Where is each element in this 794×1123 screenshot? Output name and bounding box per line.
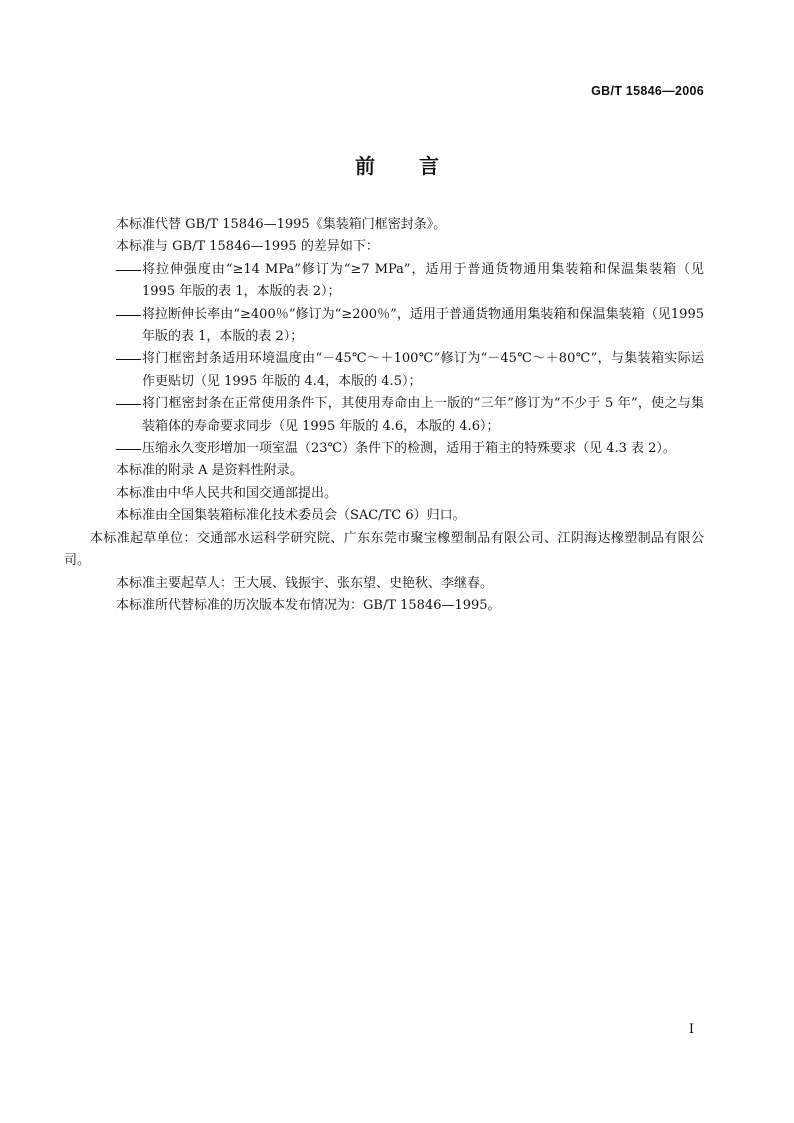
paragraph-proposed-by: 本标准由中华人民共和国交通部提出。 xyxy=(116,485,338,501)
paragraph-replaces: 本标准代替 GB/T 15846—1995《集装箱门框密封条》。 xyxy=(116,217,447,232)
difference-item-text: 将门框密封条适用环境温度由“－45℃～＋100℃”修订为“－45℃～＋80℃”，与集装箱实际运作更贴切（见 1995 年版的 4.4，本版的 4.5）； xyxy=(142,351,704,389)
standard-number: GB/T 15846—2006 xyxy=(591,84,704,98)
difference-item xyxy=(90,438,704,460)
page-number: I xyxy=(688,1022,694,1037)
paragraph-history: 本标准所代替标准的历次版本发布情况为：GB/T 15846—1995。 xyxy=(116,597,501,613)
difference-item-text: 将拉断伸长率由“≥400％”修订为“≥200％”，适用于普通货物通用集装箱和保温集装箱（见1995 年版的表 1，本版的表 2）； xyxy=(142,306,704,345)
difference-item xyxy=(90,348,704,393)
title-char-2: 言 xyxy=(419,154,439,178)
difference-item-text: 将拉伸强度由“≥14 MPa”修订为“≥7 MPa”，适用于普通货物通用集装箱和保温集装箱（见1995 年版的表 1，本版的表 2）； xyxy=(142,261,704,300)
page-title xyxy=(0,150,794,179)
difference-item-text: 压缩永久变形增加一项室温（23℃）条件下的检测，适用于箱主的特殊要求（见 4.3 表 2）。 xyxy=(142,441,676,457)
title-char-1: 前 xyxy=(355,154,375,178)
difference-item xyxy=(90,304,704,349)
paragraph-drafters: 本标准主要起草人：王大展、钱振宇、张东望、史艳秋、李继春。 xyxy=(116,575,494,591)
difference-item-text: 将门框密封条在正常使用条件下，其使用寿命由上一版的“三年”修订为“不少于 5 年”，使之与集装箱体的寿命要求同步（见 1995 年版的 4.6，本版的 4.6）； xyxy=(142,396,704,434)
paragraph-drafting-units: 本标准起草单位：交通部水运科学研究院、广东东莞市聚宝橡塑制品有限公司、江阴海达橡塑制品有限公司。 xyxy=(64,530,704,569)
foreword-body xyxy=(64,214,704,617)
paragraph-appendix: 本标准的附录 A 是资料性附录。 xyxy=(116,463,303,479)
paragraph-differences-intro: 本标准与 GB/T 15846—1995 的差异如下： xyxy=(116,239,379,255)
difference-item xyxy=(90,393,704,438)
difference-item xyxy=(90,259,704,304)
paragraph-centralized-by: 本标准由全国集装箱标准化技术委员会（SAC/TC 6）归口。 xyxy=(116,508,466,524)
